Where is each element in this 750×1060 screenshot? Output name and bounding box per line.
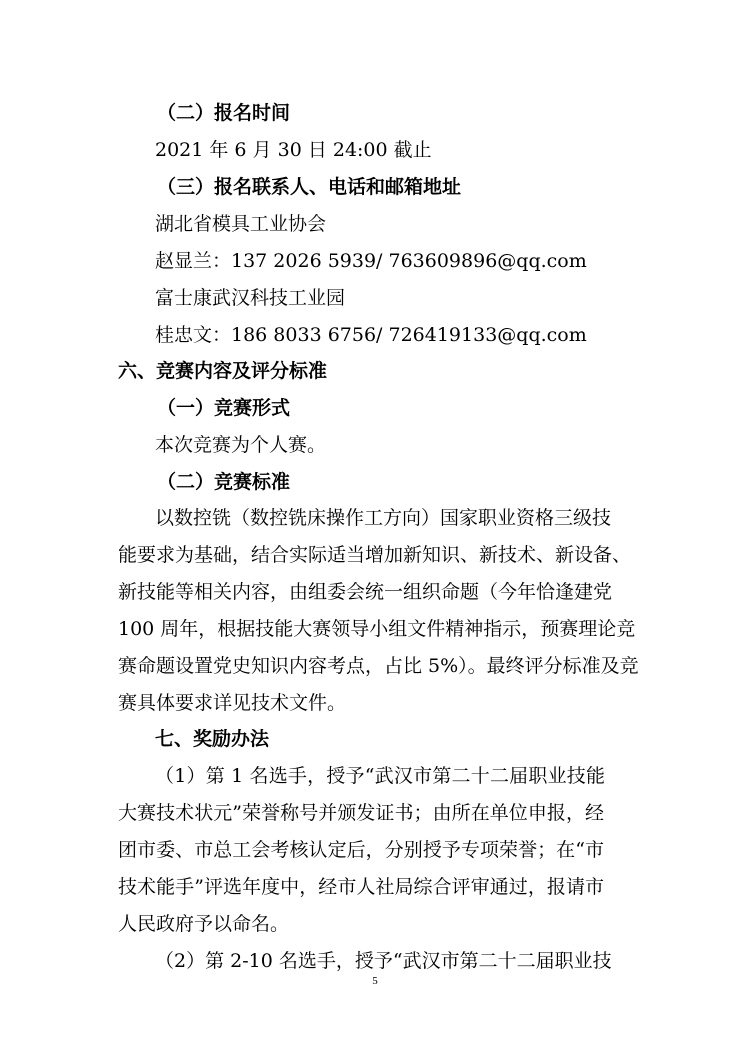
- paragraph-line: 技术能手”评选年度中，经市人社局综合评审通过，报请市: [118, 876, 604, 898]
- contact-person-1: 赵显兰：137 2026 5939/ 763609896@qq.com: [155, 250, 587, 272]
- paragraph-line: 大赛技术状元”荣誉称号并颁发证书；由所在单位申报，经: [118, 802, 604, 824]
- heading-competition-standard: （二）竞赛标准: [157, 471, 291, 493]
- contact-org-2: 富士康武汉科技工业园: [155, 287, 346, 309]
- heading-competition-format: （一）竞赛形式: [157, 397, 291, 419]
- paragraph-line: 赛命题设置党史知识内容考点，占比 5%）。最终评分标准及竞: [118, 655, 639, 677]
- paragraph-line: 人民政府予以命名。: [118, 913, 290, 935]
- paragraph-line: 以数控铣（数控铣床操作工方向）国家职业资格三级技: [155, 507, 612, 529]
- contact-person-2: 桂忠文：186 8033 6756/ 726419133@qq.com: [155, 324, 587, 346]
- heading-section-six: 六、竞赛内容及评分标准: [118, 360, 328, 382]
- heading-section-seven: 七、奖励办法: [155, 728, 270, 750]
- heading-contacts: （三）报名联系人、电话和邮箱地址: [157, 176, 462, 198]
- paragraph-line: （2）第 2-10 名选手，授予“武汉市第二十二届职业技: [155, 950, 612, 972]
- paragraph-line: 团市委、市总工会考核认定后，分别授予专项荣誉；在“市: [118, 839, 604, 861]
- paragraph-line: 100 周年，根据技能大赛领导小组文件精神指示，预赛理论竞: [118, 618, 636, 640]
- paragraph-line: 新技能等相关内容，由组委会统一组织命题（今年恰逢建党: [118, 581, 613, 603]
- paragraph-line: 能要求为基础，结合实际适当增加新知识、新技术、新设备、: [118, 544, 632, 566]
- paragraph-line: （1）第 1 名选手，授予“武汉市第二十二届职业技能: [155, 765, 605, 787]
- heading-registration-time: （二）报名时间: [157, 102, 291, 124]
- page-number: 5: [372, 975, 378, 987]
- contact-org-1: 湖北省模具工业协会: [155, 213, 327, 235]
- competition-format-text: 本次竞赛为个人赛。: [155, 434, 327, 456]
- paragraph-line: 赛具体要求详见技术文件。: [118, 692, 347, 714]
- registration-deadline: 2021 年 6 月 30 日 24:00 截止: [155, 139, 432, 161]
